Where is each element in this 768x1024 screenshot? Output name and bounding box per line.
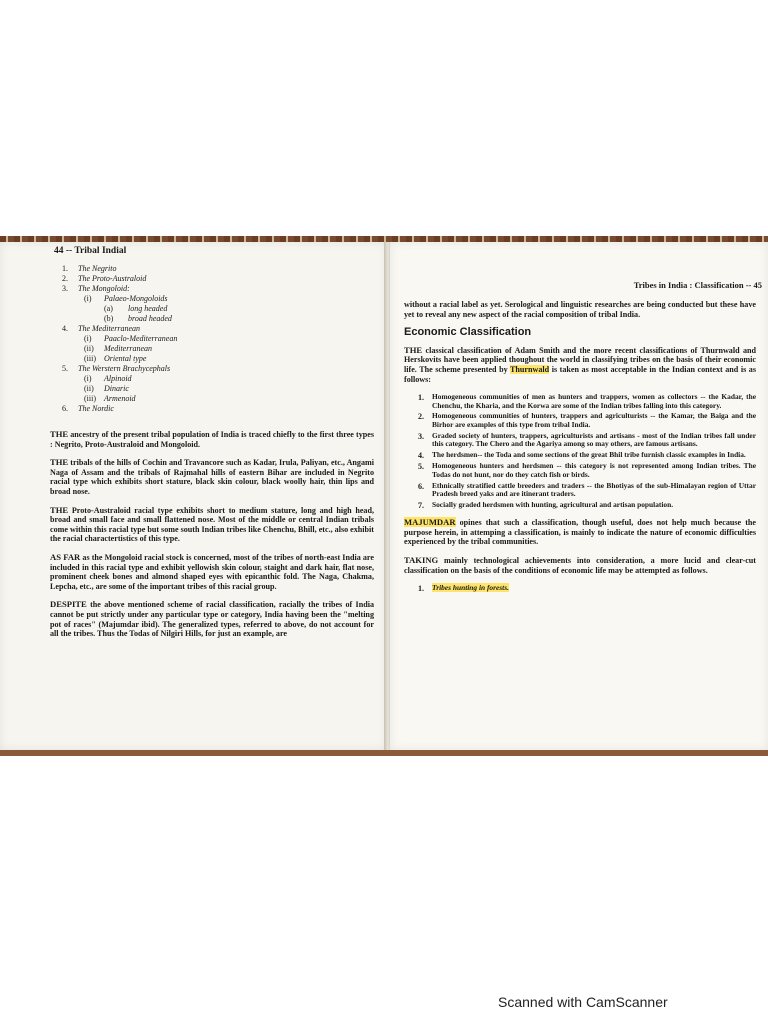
item-text: Homogeneous hunters and herdsmen -- this category is not represented among Indian tribes. The Todas do not hunt, nor do they catch fish or birds.: [432, 461, 756, 479]
list-item: [62, 404, 282, 414]
list-item: [62, 394, 282, 404]
list-item: [62, 304, 282, 314]
item-number: 3.: [418, 431, 425, 441]
paragraph-text: tribals of the hills of Cochin and Travancore such as Kadar, Irula, Paliyan, etc., Angami Naga of Assam and the tribals of Rajmahal hills of eastern Bihar are included in Negrito racial type which exhibits short stature, black skin colour, black woolly hair, thin lips and broad nose.: [50, 458, 374, 496]
item-number: (ii): [84, 344, 94, 353]
list-item: [62, 294, 282, 304]
paragraph-lead: THE: [50, 429, 69, 439]
item-text: The Werstern Brachycephals: [78, 364, 171, 373]
paragraph-text: Proto-Australoid racial type exhibits short to medium stature, long and high head, broad and small face and small flattened nose. Most of the middle or central Indian tribals come within this racial type but some south Indian tribes like Chenchu, Bhill, etc., also exhibit the racial charactertistics of this type.: [50, 505, 374, 544]
paragraph-lead: THE: [50, 504, 69, 515]
item-text: The Mediterranean: [78, 324, 140, 333]
list-item: [62, 354, 282, 364]
right-body-text: [404, 300, 756, 596]
item-number: 1.: [62, 264, 68, 273]
item-number: (i): [84, 374, 92, 383]
left-page: [0, 242, 386, 750]
item-number: (iii): [84, 354, 96, 363]
highlighted-text: MAJUMDAR: [404, 517, 456, 528]
paragraph-text: mainly technological achievements into consideration, a more lucid and clear-cut classification on the basis of the conditions of economic life may be attempted as follows.: [404, 556, 756, 575]
body-paragraph: [50, 553, 374, 591]
item-number: (a): [104, 304, 113, 313]
right-page: [390, 242, 768, 750]
item-text: The Nordic: [78, 404, 114, 413]
item-text: The Mongoloid:: [78, 284, 130, 293]
item-number: 4.: [418, 450, 425, 460]
item-text: Oriental type: [104, 354, 147, 363]
majumdar-paragraph: [404, 518, 756, 547]
economic-classification-list: [418, 393, 756, 510]
paragraph-text: classical classification of Adam Smith and the more recent classifications of Thurnwald and Herskovits have been applied thoughout the world in classifying tribes on the basis of their economic life. The scheme presented by: [404, 345, 756, 374]
body-paragraph: [50, 430, 374, 449]
classification-item: [418, 393, 756, 410]
item-number: (ii): [84, 384, 94, 393]
item-text: The herdsmen-- the Toda and some sections of the great Bhil tribe furnish classic examples in India.: [432, 449, 746, 459]
list-item: [62, 334, 282, 344]
classification-item: [418, 412, 756, 429]
racial-type-list: [62, 264, 282, 414]
item-number: 6.: [62, 404, 68, 413]
list-item: [62, 274, 282, 284]
list-item: [62, 284, 282, 294]
paragraph-lead: DESPITE: [50, 599, 87, 610]
item-number: (b): [104, 314, 114, 323]
paragraph-lead: THE: [50, 457, 69, 468]
paragraph-text: as the Mongoloid racial stock is concerned, most of the tribes of north-east India are included in this racial type and exhibit yellowish skin colour, staight and dark hair, flat nose, prominent cheek bones and almond shaped eyes with epicanthic fold. The Naga, Chakma, Lepcha, etc., are some of the important tribes of this racial group.: [50, 552, 374, 591]
paragraph-lead: TAKING: [404, 555, 439, 566]
highlighted-text: Thurnwald: [510, 364, 550, 374]
item-text: broad headed: [128, 314, 172, 323]
item-number: 7.: [418, 500, 425, 510]
scanner-watermark: Scanned with CamScanner: [498, 994, 668, 1010]
body-paragraph: [50, 600, 374, 638]
right-page-header: Tribes in India : Classification -- 45: [633, 280, 762, 290]
paragraph-lead: AS FAR: [50, 551, 81, 562]
intro-paragraph: without a racial label as yet. Serological and linguistic researches are being conducted but these have yet to reveal any new aspect of the racial composition of tribal India.: [404, 300, 756, 319]
list-item: [62, 364, 282, 374]
item-text: The Negrito: [78, 264, 117, 273]
item-number: (i): [84, 334, 92, 343]
taking-paragraph: [404, 556, 756, 575]
paragraph-text: ancestry of the present tribal population of India is traced chiefly to the first three types : Negrito, Proto-Australoid and Mongoloid.: [50, 430, 374, 449]
item-number: 5.: [62, 364, 68, 373]
item-text: Alpinoid: [104, 374, 132, 383]
item-text: Paaclo-Mediterranean: [104, 334, 178, 343]
item-number: 1.: [418, 393, 425, 403]
paragraph-text: the above mentioned scheme of racial classification, racially the tribes of India cannot be put strictly under any particular type or category, India having been the "melting pot of races" (Majumdar ibid). The generalized types, referred to above, do not account for all the tribes. Thus the Todas of Nilgiri Hills, for just an example, are: [50, 600, 374, 639]
scanned-photo: [0, 236, 768, 756]
item-number: 2.: [62, 274, 68, 283]
item-text: Homogeneous communities of hunters, trappers and agriculturists -- the Kamar, the Baiga and the Birhor are examples of this type from tribal India.: [432, 411, 756, 429]
item-text: Dinaric: [104, 384, 129, 393]
item-text: long headed: [128, 304, 168, 313]
final-list-item: [418, 584, 756, 594]
item-text: Palaeo-Mongoloids: [104, 294, 168, 303]
item-number: 5.: [418, 462, 425, 472]
item-number: 6.: [418, 481, 425, 491]
item-text: Graded society of hunters, trappers, agriculturists and artisans - most of the Indian tribes fall under this category. The Chero and the Agariya among so may others, are famous artisans.: [432, 430, 756, 449]
classification-paragraph: [404, 346, 756, 384]
paragraph-lead: THE: [404, 344, 423, 355]
paragraph-text: is taken as most acceptable in the Indian context and is as follows:: [404, 364, 756, 384]
item-text: The Proto-Australoid: [78, 274, 147, 283]
left-body-text: [50, 430, 374, 648]
item-number: 3.: [62, 284, 68, 293]
list-item: [62, 314, 282, 324]
item-number: 4.: [62, 324, 68, 333]
item-text: Armenoid: [104, 394, 136, 403]
left-page-header: 44 -- Tribal Indial: [54, 246, 127, 256]
classification-item: [418, 432, 756, 449]
item-number: 2.: [418, 412, 425, 422]
item-number: (iii): [84, 394, 96, 403]
body-paragraph: [50, 458, 374, 496]
classification-item: [418, 462, 756, 479]
highlighted-text: Tribes hunting in forests.: [432, 583, 509, 593]
section-title: Economic Classification: [404, 326, 532, 339]
classification-item: [418, 482, 756, 499]
list-item: [62, 324, 282, 334]
item-text: Mediterranean: [104, 344, 152, 353]
classification-item: [418, 451, 756, 461]
item-text: Socially graded herdsmen with hunting, agricultural and artisan population.: [432, 499, 674, 509]
paragraph-text: opines that such a classification, though useful, does not help much because the purpose herein, in attemping a classification, is mainly to indicate the nature of economic difficulties experienced by the tribal communities.: [404, 518, 756, 547]
list-item: [62, 384, 282, 394]
list-item: [62, 374, 282, 384]
item-number: (i): [84, 294, 92, 303]
item-text: Ethnically stratified cattle breeders and traders -- the Bhotiyas of the sub-Himalayan region of Uttar Pradesh breed yaks and are itinerant traders.: [432, 480, 756, 499]
list-item: [62, 344, 282, 354]
classification-item: [418, 501, 756, 511]
item-number: 1.: [418, 584, 425, 594]
item-text: Homogeneous communities of men as hunters and trappers, women as collectors -- the Kadar, the Chenchu, the Kharia, and the Korwa are some of the Indian tribes falling into this category.: [432, 392, 756, 410]
list-item: [62, 264, 282, 274]
body-paragraph: [50, 506, 374, 544]
